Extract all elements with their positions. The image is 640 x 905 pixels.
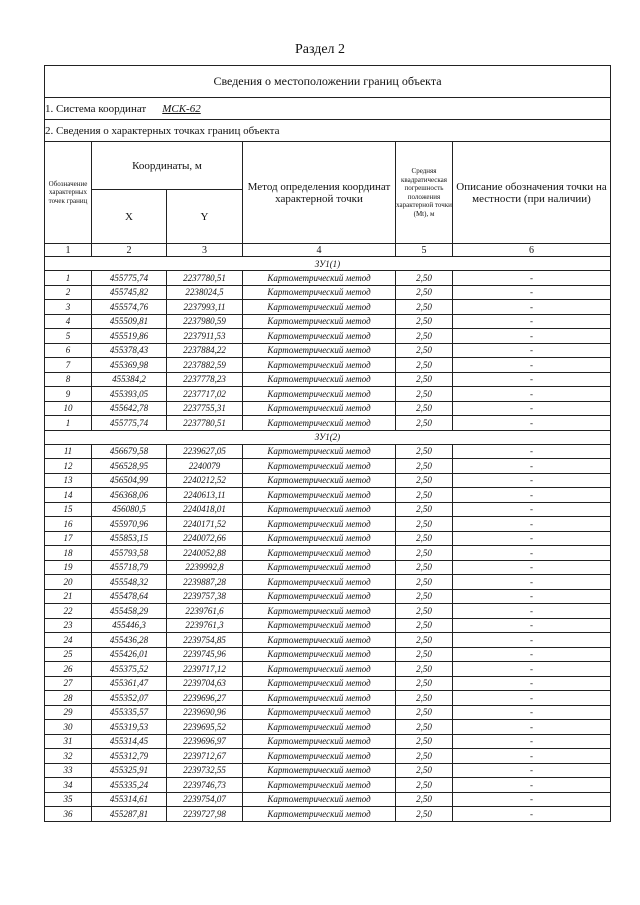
description: - bbox=[453, 807, 611, 822]
description: - bbox=[453, 488, 611, 503]
y-coordinate: 2239696,97 bbox=[167, 734, 243, 749]
method: Картометрический метод bbox=[243, 633, 396, 648]
error-value: 2,50 bbox=[396, 807, 453, 822]
y-coordinate: 2239704,63 bbox=[167, 676, 243, 691]
table-row bbox=[45, 720, 611, 735]
table-row bbox=[45, 734, 611, 749]
y-coordinate: 2239627,05 bbox=[167, 444, 243, 459]
y-coordinate: 2239717,12 bbox=[167, 662, 243, 677]
table-title: Сведения о местоположении границ объекта bbox=[45, 66, 611, 98]
description: - bbox=[453, 589, 611, 604]
error-value: 2,50 bbox=[396, 416, 453, 431]
x-coordinate: 455361,47 bbox=[92, 676, 167, 691]
y-coordinate: 2237755,31 bbox=[167, 401, 243, 416]
table-row bbox=[45, 329, 611, 344]
error-value: 2,50 bbox=[396, 575, 453, 590]
x-coordinate: 455718,79 bbox=[92, 560, 167, 575]
y-coordinate: 2237882,59 bbox=[167, 358, 243, 373]
y-coordinate: 2240052,88 bbox=[167, 546, 243, 561]
description: - bbox=[453, 560, 611, 575]
error-value: 2,50 bbox=[396, 720, 453, 735]
group-row bbox=[45, 430, 611, 444]
column-header-row-1 bbox=[45, 142, 611, 190]
method: Картометрический метод bbox=[243, 387, 396, 402]
description: - bbox=[453, 358, 611, 373]
description: - bbox=[453, 618, 611, 633]
method: Картометрический метод bbox=[243, 546, 396, 561]
error-value: 2,50 bbox=[396, 387, 453, 402]
description: - bbox=[453, 749, 611, 764]
header-description: Описание обозначения точки на местности (при наличии) bbox=[453, 142, 611, 244]
x-coordinate: 455458,29 bbox=[92, 604, 167, 619]
method: Картометрический метод bbox=[243, 604, 396, 619]
x-coordinate: 455378,43 bbox=[92, 343, 167, 358]
y-coordinate: 2240418,01 bbox=[167, 502, 243, 517]
description: - bbox=[453, 329, 611, 344]
description: - bbox=[453, 416, 611, 431]
error-value: 2,50 bbox=[396, 473, 453, 488]
y-coordinate: 2239757,38 bbox=[167, 589, 243, 604]
point-number: 4 bbox=[45, 314, 92, 329]
description: - bbox=[453, 792, 611, 807]
point-number: 35 bbox=[45, 792, 92, 807]
description: - bbox=[453, 676, 611, 691]
column-number: 1 bbox=[45, 244, 92, 257]
description: - bbox=[453, 575, 611, 590]
x-coordinate: 455314,45 bbox=[92, 734, 167, 749]
method: Картометрический метод bbox=[243, 749, 396, 764]
y-coordinate: 2240613,11 bbox=[167, 488, 243, 503]
description: - bbox=[453, 387, 611, 402]
error-value: 2,50 bbox=[396, 401, 453, 416]
table-row bbox=[45, 676, 611, 691]
error-value: 2,50 bbox=[396, 488, 453, 503]
method: Картометрический метод bbox=[243, 531, 396, 546]
point-number: 3 bbox=[45, 300, 92, 315]
table-row bbox=[45, 546, 611, 561]
description: - bbox=[453, 343, 611, 358]
x-coordinate: 455384,2 bbox=[92, 372, 167, 387]
column-number: 3 bbox=[167, 244, 243, 257]
y-coordinate: 2237911,53 bbox=[167, 329, 243, 344]
error-value: 2,50 bbox=[396, 618, 453, 633]
point-number: 27 bbox=[45, 676, 92, 691]
method: Картометрический метод bbox=[243, 416, 396, 431]
table-row bbox=[45, 401, 611, 416]
y-coordinate: 2239992,8 bbox=[167, 560, 243, 575]
x-coordinate: 455745,82 bbox=[92, 285, 167, 300]
y-coordinate: 2239696,27 bbox=[167, 691, 243, 706]
table-row bbox=[45, 314, 611, 329]
x-coordinate: 455970,96 bbox=[92, 517, 167, 532]
y-coordinate: 2237993,11 bbox=[167, 300, 243, 315]
point-number: 10 bbox=[45, 401, 92, 416]
coordinate-system-label: 1. Система координат bbox=[45, 102, 147, 115]
description: - bbox=[453, 502, 611, 517]
x-coordinate: 455853,15 bbox=[92, 531, 167, 546]
error-value: 2,50 bbox=[396, 705, 453, 720]
error-value: 2,50 bbox=[396, 662, 453, 677]
group-row bbox=[45, 257, 611, 271]
point-number: 18 bbox=[45, 546, 92, 561]
column-number: 2 bbox=[92, 244, 167, 257]
point-number: 31 bbox=[45, 734, 92, 749]
point-number: 36 bbox=[45, 807, 92, 822]
method: Картометрический метод bbox=[243, 314, 396, 329]
table-row bbox=[45, 647, 611, 662]
table-row bbox=[45, 705, 611, 720]
y-coordinate: 2237780,51 bbox=[167, 271, 243, 286]
method: Картометрический метод bbox=[243, 517, 396, 532]
x-coordinate: 455287,81 bbox=[92, 807, 167, 822]
method: Картометрический метод bbox=[243, 589, 396, 604]
x-coordinate: 455426,01 bbox=[92, 647, 167, 662]
x-coordinate: 455436,28 bbox=[92, 633, 167, 648]
y-coordinate: 2239754,85 bbox=[167, 633, 243, 648]
x-coordinate: 456528,95 bbox=[92, 459, 167, 474]
x-coordinate: 456368,06 bbox=[92, 488, 167, 503]
table-row bbox=[45, 358, 611, 373]
error-value: 2,50 bbox=[396, 314, 453, 329]
point-number: 5 bbox=[45, 329, 92, 344]
method: Картометрический метод bbox=[243, 343, 396, 358]
description: - bbox=[453, 517, 611, 532]
method: Картометрический метод bbox=[243, 792, 396, 807]
point-number: 34 bbox=[45, 778, 92, 793]
description: - bbox=[453, 720, 611, 735]
description: - bbox=[453, 459, 611, 474]
error-value: 2,50 bbox=[396, 676, 453, 691]
method: Картометрический метод bbox=[243, 271, 396, 286]
x-coordinate: 455775,74 bbox=[92, 271, 167, 286]
table-row bbox=[45, 271, 611, 286]
point-number: 17 bbox=[45, 531, 92, 546]
table-row bbox=[45, 633, 611, 648]
table-row bbox=[45, 531, 611, 546]
point-number: 25 bbox=[45, 647, 92, 662]
point-number: 29 bbox=[45, 705, 92, 720]
table-row bbox=[45, 763, 611, 778]
error-value: 2,50 bbox=[396, 792, 453, 807]
description: - bbox=[453, 300, 611, 315]
x-coordinate: 455335,57 bbox=[92, 705, 167, 720]
method: Картометрический метод bbox=[243, 459, 396, 474]
y-coordinate: 2239887,28 bbox=[167, 575, 243, 590]
error-value: 2,50 bbox=[396, 546, 453, 561]
y-coordinate: 2239712,67 bbox=[167, 749, 243, 764]
table-row bbox=[45, 488, 611, 503]
x-coordinate: 455369,98 bbox=[92, 358, 167, 373]
y-coordinate: 2239732,55 bbox=[167, 763, 243, 778]
method: Картометрический метод bbox=[243, 662, 396, 677]
column-number: 6 bbox=[453, 244, 611, 257]
x-coordinate: 455393,05 bbox=[92, 387, 167, 402]
method: Картометрический метод bbox=[243, 705, 396, 720]
method: Картометрический метод bbox=[243, 329, 396, 344]
point-number: 6 bbox=[45, 343, 92, 358]
point-number: 20 bbox=[45, 575, 92, 590]
point-number: 1 bbox=[45, 271, 92, 286]
table-row bbox=[45, 343, 611, 358]
method: Картометрический метод bbox=[243, 358, 396, 373]
method: Картометрический метод bbox=[243, 372, 396, 387]
table-row bbox=[45, 285, 611, 300]
point-number: 2 bbox=[45, 285, 92, 300]
x-coordinate: 455793,58 bbox=[92, 546, 167, 561]
method: Картометрический метод bbox=[243, 691, 396, 706]
x-coordinate: 456504,99 bbox=[92, 473, 167, 488]
table-row bbox=[45, 560, 611, 575]
y-coordinate: 2240079 bbox=[167, 459, 243, 474]
table-title-row bbox=[45, 66, 611, 98]
method: Картометрический метод bbox=[243, 618, 396, 633]
table-row bbox=[45, 749, 611, 764]
y-coordinate: 2239690,96 bbox=[167, 705, 243, 720]
x-coordinate: 455548,32 bbox=[92, 575, 167, 590]
y-coordinate: 2240171,52 bbox=[167, 517, 243, 532]
error-value: 2,50 bbox=[396, 778, 453, 793]
point-number: 11 bbox=[45, 444, 92, 459]
method: Картометрический метод bbox=[243, 778, 396, 793]
header-y: Y bbox=[167, 190, 243, 244]
table-row bbox=[45, 575, 611, 590]
x-coordinate: 455375,52 bbox=[92, 662, 167, 677]
table-row bbox=[45, 387, 611, 402]
error-value: 2,50 bbox=[396, 502, 453, 517]
error-value: 2,50 bbox=[396, 749, 453, 764]
header-error: Средняя квадратическая погрешность положения характерной точки (Mt), м bbox=[396, 142, 453, 244]
error-value: 2,50 bbox=[396, 604, 453, 619]
error-value: 2,50 bbox=[396, 343, 453, 358]
method: Картометрический метод bbox=[243, 502, 396, 517]
points-section-label: 2. Сведения о характерных точках границ объекта bbox=[45, 120, 611, 142]
point-number: 23 bbox=[45, 618, 92, 633]
method: Картометрический метод bbox=[243, 401, 396, 416]
y-coordinate: 2239761,6 bbox=[167, 604, 243, 619]
description: - bbox=[453, 705, 611, 720]
error-value: 2,50 bbox=[396, 560, 453, 575]
description: - bbox=[453, 662, 611, 677]
x-coordinate: 455314,61 bbox=[92, 792, 167, 807]
method: Картометрический метод bbox=[243, 807, 396, 822]
y-coordinate: 2238024,5 bbox=[167, 285, 243, 300]
method: Картометрический метод bbox=[243, 647, 396, 662]
error-value: 2,50 bbox=[396, 444, 453, 459]
table-row bbox=[45, 618, 611, 633]
description: - bbox=[453, 285, 611, 300]
error-value: 2,50 bbox=[396, 589, 453, 604]
points-section-row bbox=[45, 120, 611, 142]
table-row bbox=[45, 792, 611, 807]
y-coordinate: 2239754,07 bbox=[167, 792, 243, 807]
header-method: Метод определения координат характерной точки bbox=[243, 142, 396, 244]
table-row bbox=[45, 604, 611, 619]
error-value: 2,50 bbox=[396, 633, 453, 648]
method: Картометрический метод bbox=[243, 444, 396, 459]
description: - bbox=[453, 691, 611, 706]
header-point-designation: Обозначение характерных точек границ bbox=[45, 142, 92, 244]
error-value: 2,50 bbox=[396, 734, 453, 749]
description: - bbox=[453, 734, 611, 749]
error-value: 2,50 bbox=[396, 285, 453, 300]
table-row bbox=[45, 473, 611, 488]
description: - bbox=[453, 444, 611, 459]
point-number: 7 bbox=[45, 358, 92, 373]
point-number: 19 bbox=[45, 560, 92, 575]
method: Картометрический метод bbox=[243, 763, 396, 778]
error-value: 2,50 bbox=[396, 691, 453, 706]
y-coordinate: 2239695,52 bbox=[167, 720, 243, 735]
table-body bbox=[45, 66, 611, 822]
method: Картометрический метод bbox=[243, 285, 396, 300]
x-coordinate: 455642,78 bbox=[92, 401, 167, 416]
point-number: 9 bbox=[45, 387, 92, 402]
x-coordinate: 455446,3 bbox=[92, 618, 167, 633]
table-row bbox=[45, 662, 611, 677]
point-number: 28 bbox=[45, 691, 92, 706]
description: - bbox=[453, 531, 611, 546]
y-coordinate: 2240212,52 bbox=[167, 473, 243, 488]
point-number: 26 bbox=[45, 662, 92, 677]
error-value: 2,50 bbox=[396, 517, 453, 532]
method: Картометрический метод bbox=[243, 676, 396, 691]
y-coordinate: 2239727,98 bbox=[167, 807, 243, 822]
table-row bbox=[45, 589, 611, 604]
boundary-table bbox=[44, 65, 611, 822]
x-coordinate: 455325,91 bbox=[92, 763, 167, 778]
description: - bbox=[453, 546, 611, 561]
error-value: 2,50 bbox=[396, 300, 453, 315]
point-number: 24 bbox=[45, 633, 92, 648]
method: Картометрический метод bbox=[243, 300, 396, 315]
point-number: 15 bbox=[45, 502, 92, 517]
column-number: 5 bbox=[396, 244, 453, 257]
x-coordinate: 455519,86 bbox=[92, 329, 167, 344]
method: Картометрический метод bbox=[243, 488, 396, 503]
x-coordinate: 456080,5 bbox=[92, 502, 167, 517]
header-x: X bbox=[92, 190, 167, 244]
table-row bbox=[45, 372, 611, 387]
description: - bbox=[453, 473, 611, 488]
error-value: 2,50 bbox=[396, 647, 453, 662]
x-coordinate: 455775,74 bbox=[92, 416, 167, 431]
x-coordinate: 455312,79 bbox=[92, 749, 167, 764]
x-coordinate: 455509,81 bbox=[92, 314, 167, 329]
error-value: 2,50 bbox=[396, 763, 453, 778]
group-label: ЗУ1(1) bbox=[45, 257, 611, 271]
error-value: 2,50 bbox=[396, 271, 453, 286]
x-coordinate: 455478,64 bbox=[92, 589, 167, 604]
table-row bbox=[45, 807, 611, 822]
point-number: 12 bbox=[45, 459, 92, 474]
y-coordinate: 2240072,66 bbox=[167, 531, 243, 546]
point-number: 13 bbox=[45, 473, 92, 488]
error-value: 2,50 bbox=[396, 372, 453, 387]
description: - bbox=[453, 647, 611, 662]
x-coordinate: 455319,53 bbox=[92, 720, 167, 735]
description: - bbox=[453, 401, 611, 416]
table-row bbox=[45, 416, 611, 431]
y-coordinate: 2239761,3 bbox=[167, 618, 243, 633]
point-number: 32 bbox=[45, 749, 92, 764]
error-value: 2,50 bbox=[396, 531, 453, 546]
group-label: ЗУ1(2) bbox=[45, 430, 611, 444]
description: - bbox=[453, 778, 611, 793]
page-title: Раздел 2 bbox=[294, 42, 346, 57]
column-number: 4 bbox=[243, 244, 396, 257]
x-coordinate: 455352,07 bbox=[92, 691, 167, 706]
description: - bbox=[453, 314, 611, 329]
point-number: 14 bbox=[45, 488, 92, 503]
method: Картометрический метод bbox=[243, 575, 396, 590]
method: Картометрический метод bbox=[243, 734, 396, 749]
table-row bbox=[45, 502, 611, 517]
table-row bbox=[45, 778, 611, 793]
y-coordinate: 2237778,23 bbox=[167, 372, 243, 387]
y-coordinate: 2239746,73 bbox=[167, 778, 243, 793]
table-row bbox=[45, 459, 611, 474]
y-coordinate: 2237980,59 bbox=[167, 314, 243, 329]
point-number: 8 bbox=[45, 372, 92, 387]
method: Картометрический метод bbox=[243, 720, 396, 735]
x-coordinate: 456679,58 bbox=[92, 444, 167, 459]
header-coordinates: Координаты, м bbox=[92, 142, 243, 190]
x-coordinate: 455574,76 bbox=[92, 300, 167, 315]
description: - bbox=[453, 604, 611, 619]
error-value: 2,50 bbox=[396, 358, 453, 373]
method: Картометрический метод bbox=[243, 560, 396, 575]
table-row bbox=[45, 300, 611, 315]
coordinate-system bbox=[45, 98, 611, 120]
description: - bbox=[453, 633, 611, 648]
table-row bbox=[45, 691, 611, 706]
x-coordinate: 455335,24 bbox=[92, 778, 167, 793]
description: - bbox=[453, 372, 611, 387]
error-value: 2,50 bbox=[396, 459, 453, 474]
error-value: 2,50 bbox=[396, 329, 453, 344]
table-row bbox=[45, 517, 611, 532]
y-coordinate: 2237717,02 bbox=[167, 387, 243, 402]
point-number: 16 bbox=[45, 517, 92, 532]
table-row bbox=[45, 444, 611, 459]
point-number: 30 bbox=[45, 720, 92, 735]
method: Картометрический метод bbox=[243, 473, 396, 488]
y-coordinate: 2237780,51 bbox=[167, 416, 243, 431]
point-number: 21 bbox=[45, 589, 92, 604]
coordinate-system-row bbox=[45, 98, 611, 120]
point-number: 33 bbox=[45, 763, 92, 778]
coordinate-system-value: МСК-62 bbox=[162, 102, 201, 115]
description: - bbox=[453, 763, 611, 778]
point-number: 22 bbox=[45, 604, 92, 619]
description: - bbox=[453, 271, 611, 286]
y-coordinate: 2239745,96 bbox=[167, 647, 243, 662]
point-number: 1 bbox=[45, 416, 92, 431]
y-coordinate: 2237884,22 bbox=[167, 343, 243, 358]
column-number-row bbox=[45, 244, 611, 257]
